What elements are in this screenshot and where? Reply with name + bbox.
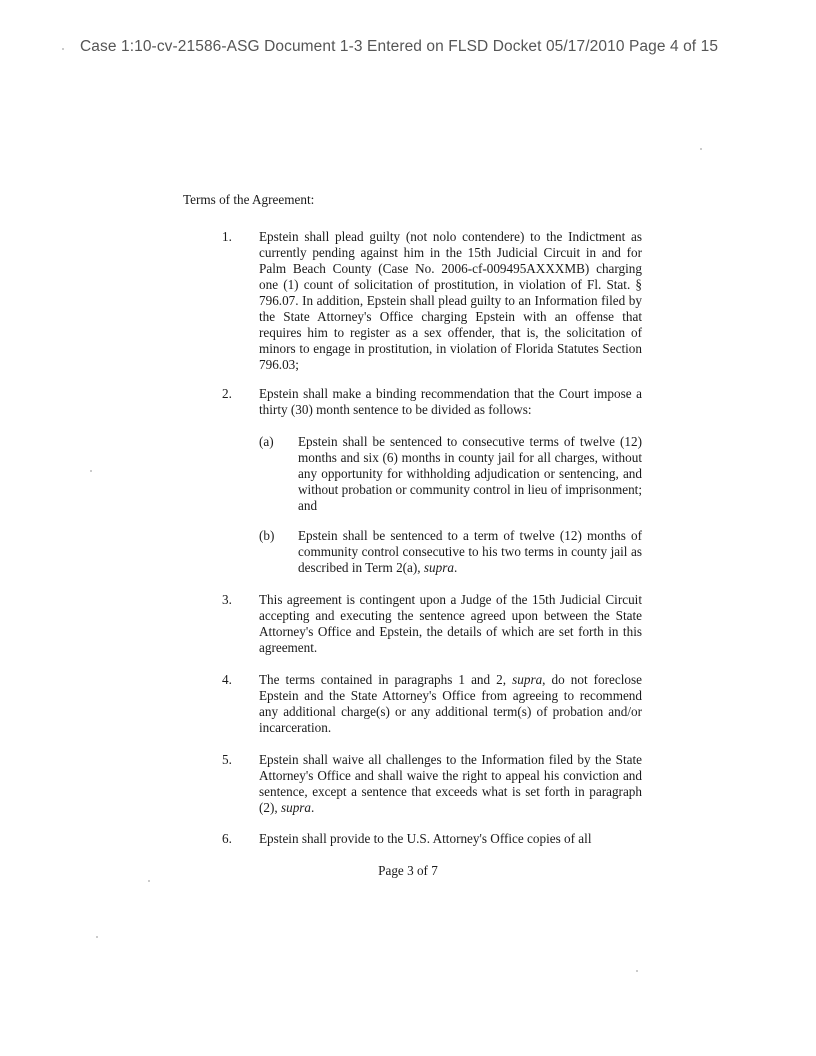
page-footer: Page 3 of 7 <box>378 863 438 878</box>
scan-speck <box>62 48 64 50</box>
term-text: Epstein shall plead guilty (not nolo contendere) to the Indictment as currently pending against him in the 15th Judicial Circuit in and for Palm Beach County (Case No. 2006-cf-009495AXXXMB) charging one (1) count of solicitation of prostitution, in violation of Fl. Stat. § 796.07. In addition, Epstein shall plead guilty to an Information filed by the State Attorney's Office charging Epstein with an offense that requires him to register as a sex offender, that is, the solicitation of minors to engage in prostitution, in violation of Florida Statutes Section 796.03; <box>259 229 642 372</box>
section-heading: Terms of the Agreement: <box>183 192 315 207</box>
term-item-6 <box>222 831 642 847</box>
subitem-text: Epstein shall be sentenced to a term of twelve (12) months of community control consecutive to his two terms in county jail as described in Term 2(a), supra. <box>298 528 642 575</box>
term-number: 4. <box>222 672 232 687</box>
subitem-label: (b) <box>259 528 275 543</box>
subitem-label: (a) <box>259 434 274 449</box>
term-number: 6. <box>222 831 232 846</box>
supra-italic: supra <box>423 560 454 575</box>
term-text: Epstein shall provide to the U.S. Attorney's Office copies of all <box>259 831 592 846</box>
term-item-2 <box>222 386 642 418</box>
term-text: Epstein shall make a binding recommendation that the Court impose a thirty (30) month sentence to be divided as follows: <box>259 386 642 417</box>
term-item-5 <box>222 752 642 816</box>
term-item-1 <box>222 229 642 373</box>
supra-italic: supra <box>280 800 312 815</box>
term-number: 5. <box>222 752 232 767</box>
scan-speck <box>148 880 150 882</box>
docket-header: Case 1:10-cv-21586-ASG Document 1-3 Entered on FLSD Docket 05/17/2010 Page 4 of 15 <box>80 38 719 55</box>
subitem-text: Epstein shall be sentenced to consecutive terms of twelve (12) months and six (6) months in county jail for all charges, without any opportunity for withholding adjudication or sentencing, and without probation or community control in lieu of imprisonment; and <box>298 434 642 513</box>
scan-speck <box>90 470 92 472</box>
term-item-3 <box>222 592 642 656</box>
term-subitem-a <box>259 434 642 514</box>
term-text: The terms contained in paragraphs 1 and 2, supra, do not foreclose Epstein and the State Attorney's Office from agreeing to recommend any additional charge(s) or any additional term(s) of probation and/or incarceration. <box>259 672 642 735</box>
term-text: This agreement is contingent upon a Judge of the 15th Judicial Circuit accepting and executing the sentence agreed upon between the State Attorney's Office and Epstein, the details of which are set forth in this agreement. <box>259 592 642 655</box>
supra-italic: supra <box>512 672 543 687</box>
scan-speck <box>700 148 702 150</box>
scan-speck <box>96 936 98 938</box>
scan-speck <box>636 970 638 972</box>
term-number: 2. <box>222 386 232 401</box>
term-text: Epstein shall waive all challenges to the Information filed by the State Attorney's Office and shall waive the right to appeal his conviction and sentence, except a sentence that exceeds what is set forth in paragraph (2), supra. <box>259 752 642 815</box>
term-subitem-b <box>259 528 642 576</box>
term-number: 1. <box>222 229 232 244</box>
term-number: 3. <box>222 592 232 607</box>
term-item-4 <box>222 672 642 736</box>
